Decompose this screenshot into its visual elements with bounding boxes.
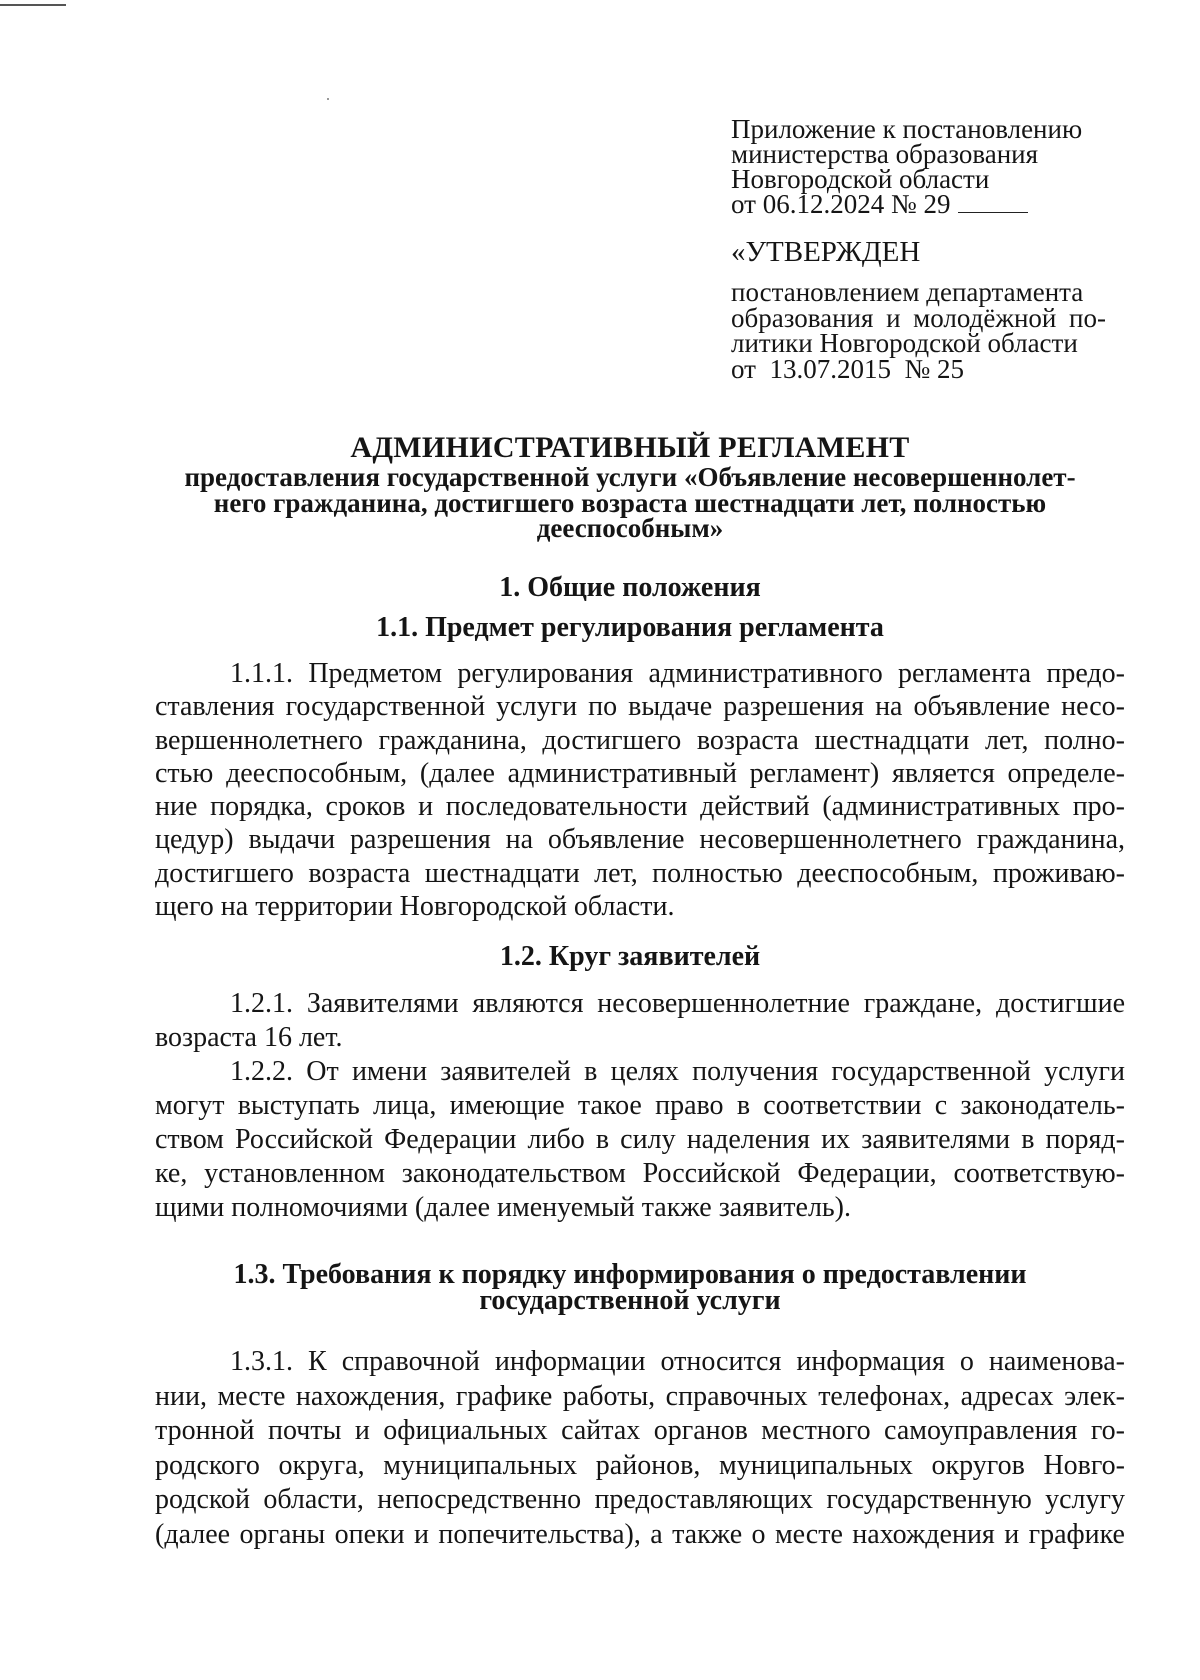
section-heading-1-3	[130, 1259, 1130, 1316]
annex-line-3: Новгородской области	[731, 164, 990, 194]
paragraph-line: 1.1.1. Предметом регулирования административного регламента предо-	[230, 658, 1125, 689]
approved-line-3: литики Новгородской области	[731, 328, 1078, 358]
paragraph-line: ние порядка, сроков и последовательности действий (административных про-	[155, 791, 1125, 823]
approved-line-2-word: образования	[731, 302, 874, 333]
subtitle-line-2: него гражданина, достигшего возраста шестнадцати лет, полностью	[213, 487, 1047, 518]
section-heading-1-1: 1.1. Предмет регулирования регламента	[376, 612, 884, 643]
subtitle-line-1: предоставления государственной услуги «Объявление несовершеннолет-	[184, 462, 1076, 492]
scan-edge-mark	[0, 4, 66, 6]
annex-date-line	[731, 189, 1131, 219]
section-heading-1-2: 1.2. Круг заявителей	[499, 941, 761, 972]
paragraph-line: ством Российской Федерации либо в силу наделения их заявителями в поряд-	[155, 1124, 1125, 1155]
paragraph-1-1-1	[155, 657, 1125, 923]
approved-line-2-word: по-	[1069, 302, 1106, 333]
paragraph-line: 1.2.1. Заявителями являются несовершеннолетние граждане, достигшие	[230, 988, 1125, 1019]
paragraph-line: ке, установленном законодательством Российской Федерации, соответствую-	[155, 1158, 1125, 1189]
paragraph-1-2-2	[155, 1055, 1125, 1225]
scan-speck	[327, 98, 329, 100]
paragraph-1-3-1	[155, 1345, 1125, 1552]
paragraph-line: достигшего возраста шестнадцати лет, полностью дееспособным, проживаю-	[155, 857, 1125, 889]
paragraph-line: нии, месте нахождения, графике работы, справочных телефонах, адресах элек-	[155, 1380, 1125, 1412]
annex-line-1: Приложение к постановлению	[731, 114, 1083, 144]
document-subtitle	[130, 462, 1130, 543]
paragraph-line: ставления государственной услуги по выдаче разрешения на объявление несо-	[155, 691, 1125, 723]
annex-date: от 06.12.2024 № 29	[731, 189, 951, 219]
paragraph-line: щего на территории Новгородской области.	[155, 891, 675, 923]
paragraph-line: (далее органы опеки и попечительства), а также о месте нахождения и графике	[155, 1518, 1125, 1550]
subtitle-line-3: дееспособным»	[536, 513, 724, 543]
document-title: АДМИНИСТРАТИВНЫЙ РЕГЛАМЕНТ	[350, 431, 910, 464]
approved-block	[731, 277, 1106, 384]
paragraph-line: цедур) выдачи разрешения на объявление несовершеннолетнего гражданина,	[155, 824, 1125, 856]
paragraph-1-2-1	[155, 987, 1125, 1055]
approved-line-2-word: и	[886, 302, 901, 333]
paragraph-line: могут выступать лица, имеющие такое право в соответствии с законодатель-	[155, 1090, 1125, 1121]
paragraph-line: вершеннолетнего гражданина, достигшего возраста шестнадцати лет, полно-	[155, 724, 1125, 756]
annex-line-2: министерства образования	[731, 139, 1039, 169]
paragraph-line: щими полномочиями (далее именуемый также заявитель).	[155, 1192, 852, 1223]
paragraph-line: тронной почты и официальных сайтах органов местного самоуправления го-	[155, 1415, 1125, 1446]
paragraph-line: стью дееспособным, (далее административный регламент) является определе-	[155, 757, 1125, 789]
annex-block	[731, 114, 1131, 219]
approved-heading: «УТВЕРЖДЕН	[731, 236, 921, 268]
paragraph-line: родского округа, муниципальных районов, муниципальных округов Новго-	[155, 1449, 1125, 1481]
paragraph-line: родской области, непосредственно предоставляющих государственную услугу	[155, 1484, 1125, 1515]
paragraph-line: 1.2.2. От имени заявителей в целях получения государственной услуги	[230, 1056, 1125, 1087]
approved-line-2-word: молодёжной	[913, 302, 1057, 333]
paragraph-line: 1.3.1. К справочной информации относится информация о наименова-	[230, 1346, 1125, 1377]
approved-line-1: постановлением департамента	[731, 277, 1084, 307]
blank-underline	[958, 211, 1028, 213]
approved-line-4: от 13.07.2015 № 25	[731, 353, 964, 384]
section-heading-1-3-line-2: государственной услуги	[479, 1285, 781, 1316]
section-heading-1: 1. Общие положения	[499, 572, 761, 603]
section-heading-1-3-line-1: 1.3. Требования к порядку информирования о предоставлении	[233, 1259, 1027, 1290]
paragraph-line: возраста 16 лет.	[155, 1022, 343, 1053]
